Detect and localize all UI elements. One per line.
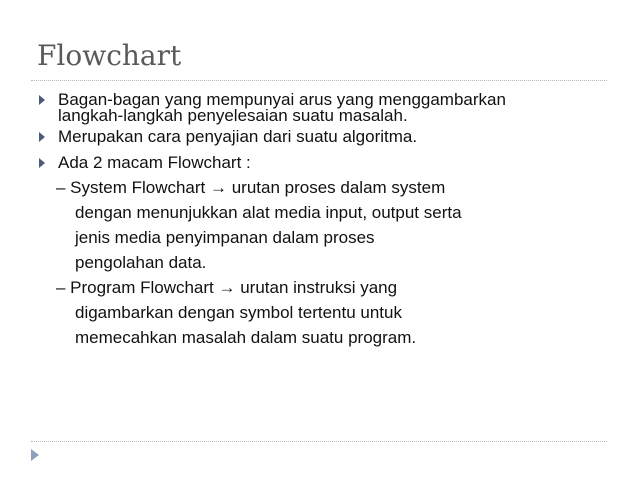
bullet-3-line-1: Ada 2 macam Flowchart : [58,153,251,172]
bullet-2-line-1: Merupakan cara penyajian dari suatu algoritma. [58,127,418,146]
bullet-1-line-1: Bagan-bagan yang mempunyai arus yang menggambarkan [58,90,506,109]
triangle-corner-icon [31,449,39,461]
subitem-1-line-3: jenis media penyimpanan dalam proses [75,228,375,247]
subitem-2-line-1: – Program Flowchart → urutan instruksi yang [56,278,398,297]
slide-title: Flowchart [37,39,182,72]
subitem-1-line-2: dengan menunjukkan alat media input, output serta [75,203,462,222]
subitem-2-line-3: memecahkan masalah dalam suatu program. [75,328,417,347]
bullet-3-icon [39,158,45,168]
subitem-1-line-1: – System Flowchart → urutan proses dalam system [56,178,446,197]
bullet-2-icon [39,132,45,142]
subitem-2-line-2: digambarkan dengan symbol tertentu untuk [75,303,402,322]
bullet-1-icon [39,95,45,105]
subitem-1-line-4: pengolahan data. [75,253,207,272]
bottom-divider [31,441,607,442]
bullet-1-line-2: langkah-langkah penyelesaian suatu masalah. [58,106,408,125]
